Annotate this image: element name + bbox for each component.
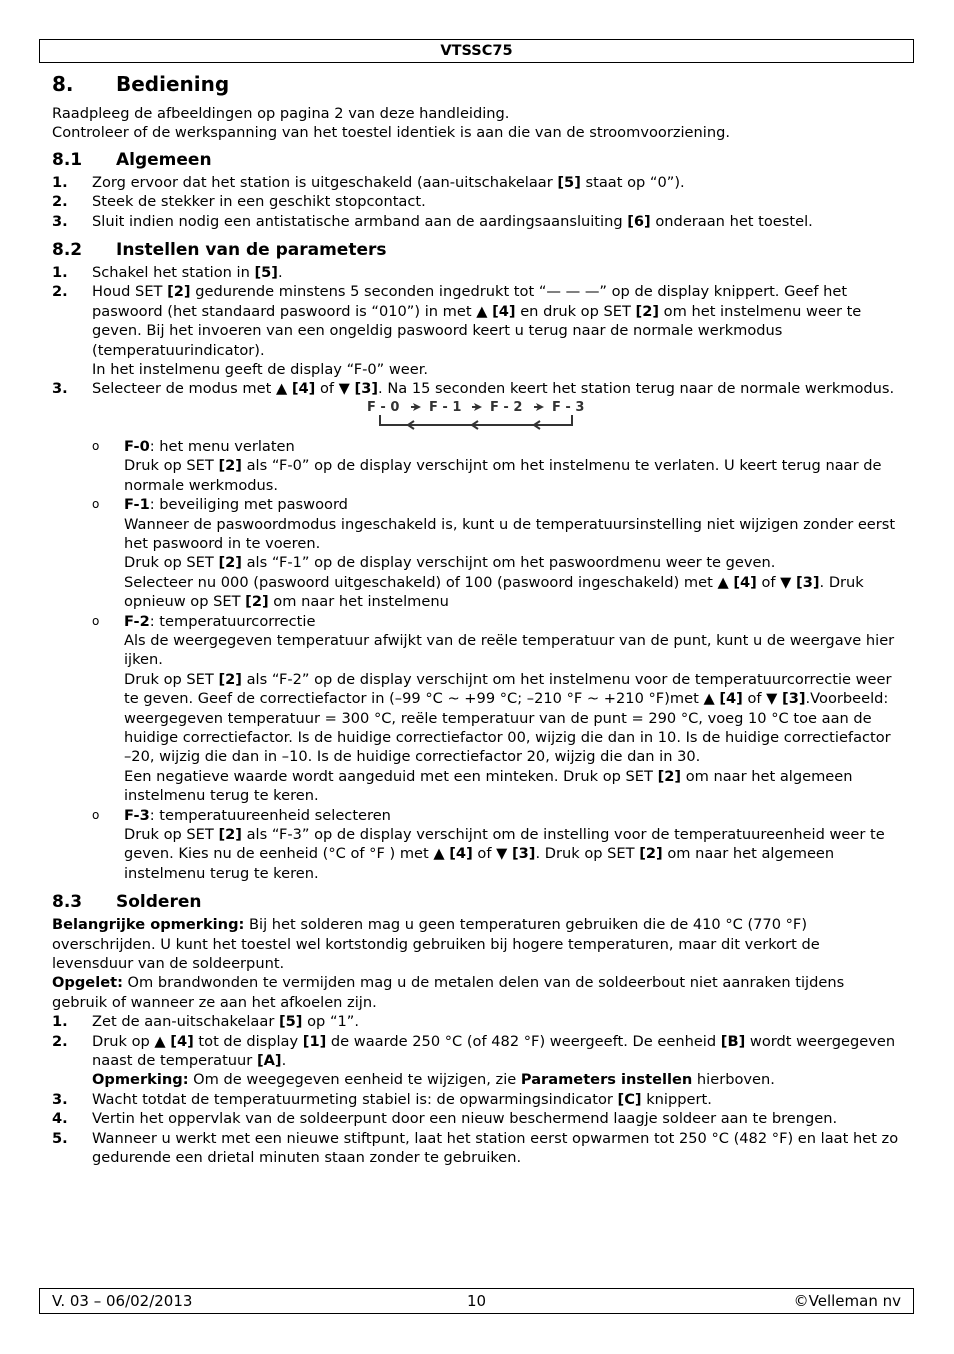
list-item: 3. Sluit indien nodig een antistatische armband aan de aardingsaansluiting [6] onderaan het toestel.: [52, 212, 813, 230]
diagram-label-f2: F - 2: [490, 399, 523, 415]
list-item: 2. Druk op ▲ [4] tot de display [1] de waarde 250 °C (of 482 °F) weergeeft. De eenheid [B] wordt weergegeven naast de temperatuur [A]. Opmerking: Om de weegegeven eenheid te wijzigen, zie Parameters instellen hierboven.: [52, 1032, 896, 1089]
copyright: ©Velleman nv: [793, 1292, 901, 1310]
model-code: VTSSC75: [440, 43, 513, 59]
diagram-label-f3: F - 3: [552, 399, 585, 415]
return-loop: [380, 415, 572, 429]
diagram-label-f1: F - 1: [429, 399, 462, 415]
document-body: [52, 70, 902, 1168]
section-8-2-list: [52, 263, 902, 399]
list-item: 1. Zorg ervoor dat het station is uitgeschakeld (aan-uitschakelaar [5] staat op “0”).: [52, 173, 685, 191]
section-8-intro-2: Controleer of de werkspanning van het toestel identiek is aan die van de stroomvoorziening.: [52, 124, 730, 142]
section-8-1-heading: 8.1 Algemeen: [52, 149, 212, 170]
diagram-label-f0: F - 0: [367, 399, 400, 415]
list-item: o F-3: temperatuureenheid selecteren Druk op SET [2] als “F-3” op de display verschijnt om de instelling voor de temperatuureenheid weer te geven. Kies nu de eenheid (°C of °F ) met ▲ [4] of ▼ [3]. Druk op SET [2] om naar het algemeen instelmenu terug te keren.: [92, 806, 885, 882]
arrow-right-icon: [411, 403, 421, 411]
list-item: o F-2: temperatuurcorrectie Als de weergegeven temperatuur afwijkt van de reële temperatuur van de punt, kunt u de weergave hier ijken. Druk op SET [2] als “F-2” op de display verschijnt om het instelmenu voor de temperatuurcorrectie weer te geven. Geef de correctiefactor in (–99 °C ~ +99 °C; –210 °F ~ +210 °F)met ▲ [4] of ▼ [3].Voorbeeld: weergegeven temperatuur = 300 °C, reële temperatuur van de punt = 290 °C, voeg 10 °C toe aan de huidige correctiefactor. Is de huidige correctiefactor 00, wijzig die dan in 10. Is de huidige correctiefactor –20, wijzig die dan in –10. Is de huidige correctiefactor 20, wijzig die dan in 30. Een negatieve waarde wordt aangeduid met een minteken. Druk op SET [2] om naar het algemeen instelmenu terug te keren.: [92, 612, 895, 805]
section-8-3-heading: 8.3 Solderen: [52, 892, 202, 913]
page-header: [39, 39, 914, 63]
arrow-right-icon: [534, 403, 544, 411]
list-item: o F-1: beveiliging met paswoord Wanneer de paswoordmodus ingeschakeld is, kunt u de temperatuursinstelling niet wijzigen zonder eerst het paswoord in te voeren. Druk op SET [2] als “F-1” op de display verschijnt om het paswoordmenu weer te geven. Selecteer nu 000 (paswoord uitgeschakeld) of 100 (paswoord ingeschakeld) met ▲ [4] of ▼ [3]. Druk opnieuw op SET [2] om naar het instelmenu: [92, 496, 896, 611]
section-8-heading: 8. Bediening: [52, 72, 230, 96]
arrow-right-icon: [472, 403, 482, 411]
page-number: 10: [466, 1292, 487, 1310]
section-8-1-list: [52, 173, 902, 231]
page-footer: [39, 1288, 914, 1314]
important-note: Belangrijke opmerking: Bij het solderen mag u geen temperaturen gebruiken die de 410 °C (770 °F) overschrijden. U kunt het toestel wel kortstondig gebruiken bij hogere temperaturen, maar dit verkort de levensduur van de soldeerpunt.: [52, 916, 820, 973]
list-item: o F-0: het menu verlaten Druk op SET [2] als “F-0” op de display verschijnt om het instelmenu te verlaten. U keert terug naar de normale werkmodus.: [92, 437, 882, 494]
list-item: 4. Vertin het oppervlak van de soldeerpunt door een nieuw beschermend laagje soldeer aan te brengen.: [52, 1110, 838, 1128]
list-item: 3. Selecteer de modus met ▲ [4] of ▼ [3]. Na 15 seconden keert het station terug naar de normale werkmodus.: [52, 380, 895, 398]
menu-flow-diagram: [52, 399, 902, 437]
menu-option-list: [52, 437, 902, 883]
list-item: 1. Zet de aan-uitschakelaar [5] op “1”.: [52, 1013, 359, 1031]
section-8-2-heading: 8.2 Instellen van de parameters: [52, 240, 387, 261]
menu-flow-svg: [362, 399, 602, 435]
section-8-intro-1: Raadpleeg de afbeeldingen op pagina 2 van deze handleiding.: [52, 105, 510, 122]
section-8-3-list: [52, 1012, 902, 1167]
list-item: 1. Schakel het station in [5].: [52, 264, 283, 282]
warning-note: Opgelet: Om brandwonden te vermijden mag u de metalen delen van de soldeerbout niet aanraken tijdens gebruik of wanneer ze aan het afkoelen zijn.: [52, 974, 845, 1011]
list-item: 5. Wanneer u werkt met een nieuwe stiftpunt, laat het station eerst opwarmen tot 250 °C (482 °F) en laat het zo gedurende een drietal minuten staan zonder te gebruiken.: [52, 1129, 899, 1167]
list-item: 3. Wacht totdat de temperatuurmeting stabiel is: de opwarmingsindicator [C] knippert.: [52, 1090, 712, 1108]
list-item: 2. Houd SET [2] gedurende minstens 5 seconden ingedrukt tot “— — —” op de display knippert. Geef het paswoord (het standaard paswoord is “010”) in met ▲ [4] en druk op SET [2] om het instelmenu weer te geven. Bij het invoeren van een ongeldig paswoord keert u terug naar de normale werkmodus (temperatuurindicator). In het instelmenu geeft de display “F-0” weer.: [52, 283, 862, 379]
list-item: 2. Steek de stekker in een geschikt stopcontact.: [52, 193, 426, 211]
version-date: V. 03 – 06/02/2013: [52, 1292, 193, 1310]
